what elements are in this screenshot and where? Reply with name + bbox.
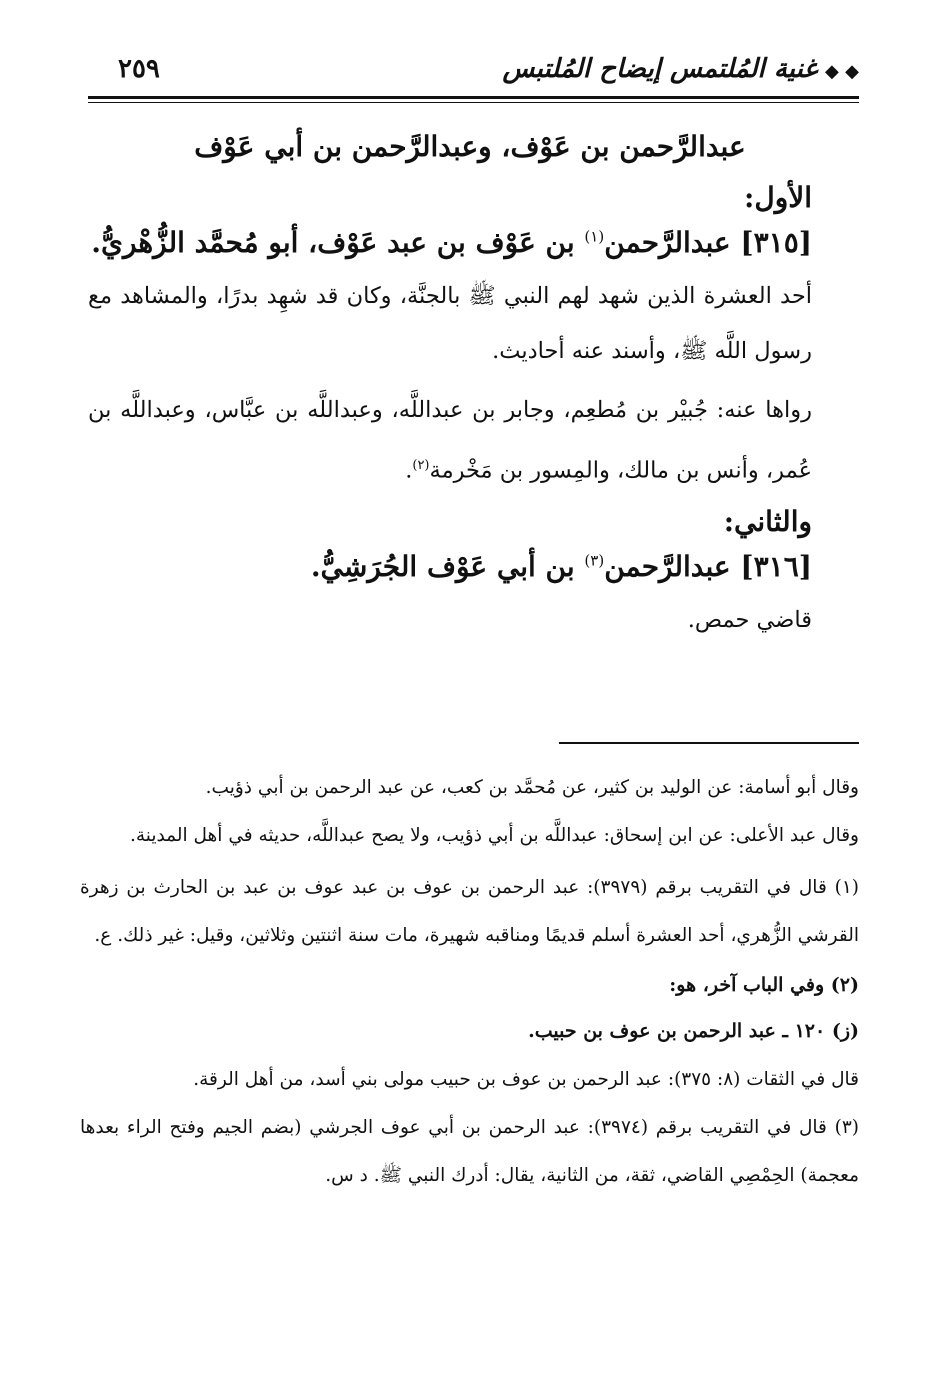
entry-315-narrators — [88, 383, 812, 499]
section-title: عبدالرَّحمن بن عَوْف، وعبدالرَّحمن بن أبي عَوْف — [194, 130, 746, 163]
footnote-ref[interactable]: (٣) — [584, 551, 605, 570]
first-label: الأول: — [744, 181, 812, 214]
footnote-ref[interactable]: (١) — [584, 227, 605, 246]
entry-number: [٣١٦] — [740, 549, 812, 583]
footnote-2-entry: (ز) ١٢٠ ـ عبد الرحمن بن عوف بن حبيب. — [528, 1020, 859, 1042]
entry-name-rest: بن أبي عَوْف الجُرَشِيُّ. — [310, 549, 575, 583]
footnote-2-text: قال في الثقات (٨: ٣٧٥): عبد الرحمن بن عوف بن حبيب مولى بني أسد، من أهل الرقة. — [193, 1069, 859, 1090]
entry-name: عبدالرَّحمن — [604, 226, 731, 259]
footnotes — [80, 764, 859, 1204]
footnote-1: (١) قال في التقريب برقم (٣٩٧٩): عبد الرحمن بن عوف بن عبد عوف بن عبد بن الحارث بن زهرة القرشي الزُّهري، أحد العشرة أسلم قديمًا ومناقبه شهيرة، مات سنة اثنتين وثلاثين، وقيل: غير ذلك. ع. — [80, 877, 859, 946]
entry-heading-315 — [88, 226, 812, 259]
narrators-text: رواها عنه: جُبيْر بن مُطعِم، وجابر بن عبداللَّه، وعبداللَّه بن عبَّاس، وعبداللَّه بن عُمر، وأنس بن مالك، والمِسور بن مَخْرمة — [88, 397, 812, 484]
period: . — [405, 457, 413, 484]
footnote-3: (٣) قال في التقريب برقم (٣٩٧٤): عبد الرحمن بن أبي عوف الجرشي (بضم الجيم وفتح الراء بعدها معجمة) الحِمْصِي القاضي، ثقة، من الثانية، يقال: أدرك النبي ﷺ. د س. — [80, 1117, 859, 1186]
entry-315-biography: أحد العشرة الذين شهد لهم النبي ﷺ بالجنَّة، وكان قد شهِد بدرًا، والمشاهد مع رسول اللَّه ﷺ، وأسند عنه أحاديث. — [88, 283, 812, 364]
diamond-ornament-icon: ◆ ◆ — [825, 61, 859, 82]
footnote-continuation-line: وقال أبو أسامة: عن الوليد بن كثير، عن مُحمَّد بن كعب، عن عبد الرحمن بن أبي ذؤيب. — [205, 777, 859, 798]
header-rule — [88, 96, 859, 99]
entry-name: عبدالرَّحمن — [604, 549, 731, 583]
entry-heading-316 — [88, 550, 812, 583]
book-title — [503, 54, 859, 84]
entry-316-description: قاضي حمص. — [687, 606, 812, 633]
footnote-ref[interactable]: (٢) — [412, 458, 430, 473]
footnote-continuation-line: وقال عبد الأعلى: عن ابن إسحاق: عبداللَّه بن أبي ذؤيب، ولا يصح عبداللَّه، حديثه في أهل المدينة. — [129, 825, 859, 846]
running-header — [88, 52, 859, 96]
entry-number: [٣١٥] — [740, 226, 812, 259]
footnote-separator — [559, 742, 859, 744]
second-label: والثاني: — [723, 504, 812, 538]
main-text — [88, 130, 812, 652]
header-rule-thin — [88, 102, 859, 103]
entry-name-rest: بن عَوْف بن عبد عَوْف، أبو مُحمَّد الزُّهْريُّ. — [91, 226, 575, 259]
book-title-text: غنية المُلتمس إيضاح المُلتبس — [502, 54, 818, 84]
page-number: ٢٥٩ — [118, 54, 160, 84]
footnote-2-heading: (٢) وفي الباب آخر، هو: — [669, 974, 859, 996]
